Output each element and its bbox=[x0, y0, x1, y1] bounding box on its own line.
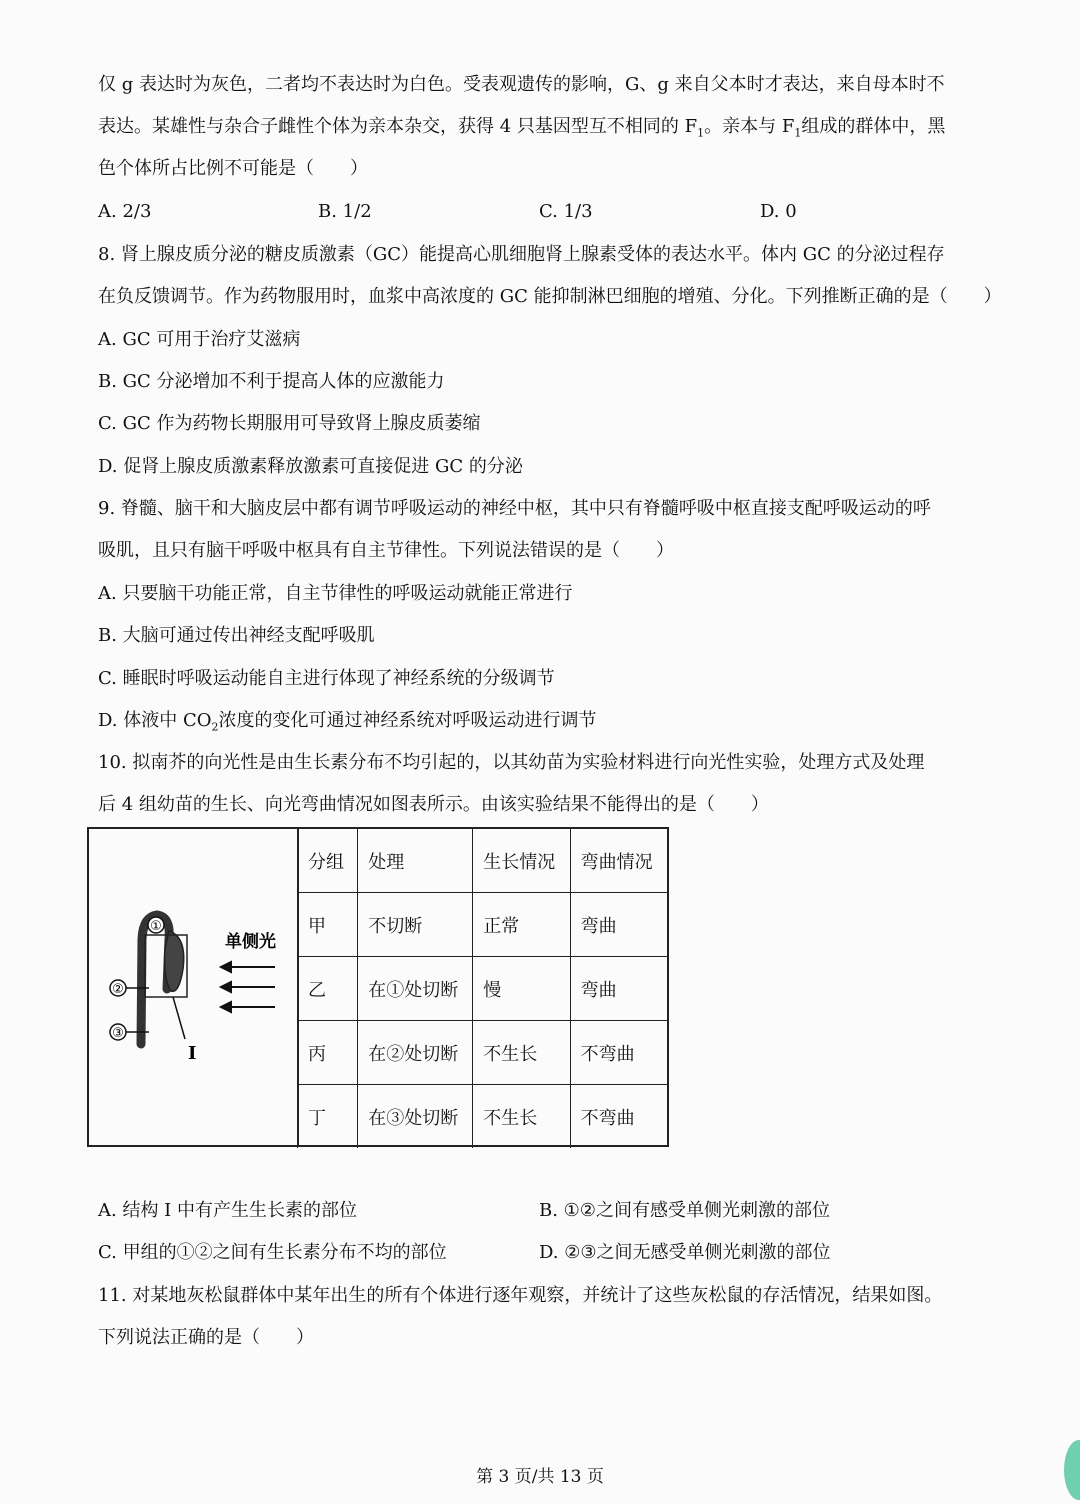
marker-3: ③ bbox=[112, 1026, 124, 1041]
q7-sub-1: 1 bbox=[697, 126, 705, 140]
q9-option-d-a: D. 体液中 CO bbox=[98, 710, 212, 731]
q10-option-a: A. 结构 I 中有产生生长素的部位 bbox=[98, 1200, 357, 1221]
q7-line-2a: 表达。某雄性与杂合子雌性个体为亲本杂交，获得 4 只基因型互不相同的 F bbox=[98, 116, 698, 137]
q9-option-b: B. 大脑可通过传出神经支配呼吸肌 bbox=[98, 625, 375, 646]
q9-option-c: C. 睡眠时呼吸运动能自主进行体现了神经系统的分级调节 bbox=[98, 668, 555, 689]
q9-option-d bbox=[98, 709, 596, 733]
q8-line-1: 8. 肾上腺皮质分泌的糖皮质激素（GC）能提高心肌细胞肾上腺素受体的表达水平。体内 GC 的分泌过程存 bbox=[98, 244, 945, 265]
q7-line-2b: 。亲本与 F bbox=[704, 116, 795, 137]
q10-option-c: C. 甲组的①②之间有生长素分布不均的部位 bbox=[98, 1242, 447, 1263]
q7-line-3: 色个体所占比例不可能是（ ） bbox=[98, 158, 368, 179]
header-group: 分组 bbox=[298, 829, 358, 893]
cell-growth: 不生长 bbox=[473, 1021, 570, 1085]
cell-group: 丁 bbox=[298, 1085, 358, 1149]
q9-line-2: 吸肌，且只有脑干呼吸中枢具有自主节律性。下列说法错误的是（ ） bbox=[98, 540, 674, 561]
table-row bbox=[298, 957, 668, 1021]
q7-line-2 bbox=[98, 115, 945, 139]
cell-treatment: 在②处切断 bbox=[358, 1021, 473, 1085]
q10-line-2: 后 4 组幼苗的生长、向光弯曲情况如图表所示。由该实验结果不能得出的是（ ） bbox=[98, 794, 769, 815]
q9-option-d-sub: 2 bbox=[211, 720, 219, 734]
q9-line-1: 9. 脊髓、脑干和大脑皮层中都有调节呼吸运动的神经中枢，其中只有脊髓呼吸中枢直接支配呼吸运动的呼 bbox=[98, 498, 931, 519]
q7-sub-2: 1 bbox=[794, 126, 802, 140]
q10-line-1: 10. 拟南芥的向光性是由生长素分布不均引起的，以其幼苗为实验材料进行向光性实验，处理方式及处理 bbox=[98, 752, 925, 773]
marker-2: ② bbox=[112, 982, 124, 997]
light-arrows bbox=[221, 962, 275, 1012]
cell-growth: 正常 bbox=[473, 893, 570, 957]
header-treatment: 处理 bbox=[358, 829, 473, 893]
cell-group: 丙 bbox=[298, 1021, 358, 1085]
cell-bending: 不弯曲 bbox=[570, 1021, 667, 1085]
cell-treatment: 不切断 bbox=[358, 893, 473, 957]
q10-option-d: D. ②③之间无感受单侧光刺激的部位 bbox=[539, 1242, 831, 1263]
cell-bending: 不弯曲 bbox=[570, 1085, 667, 1149]
cell-bending: 弯曲 bbox=[570, 957, 667, 1021]
cell-group: 甲 bbox=[298, 893, 358, 957]
q9-option-d-b: 浓度的变化可通过神经系统对呼吸运动进行调节 bbox=[218, 710, 597, 731]
seedling-cotyledon bbox=[165, 931, 184, 991]
q7-option-b: B. 1/2 bbox=[318, 201, 372, 222]
q7-option-c: C. 1/3 bbox=[539, 201, 593, 222]
q8-option-b: B. GC 分泌增加不利于提高人体的应激能力 bbox=[98, 371, 445, 392]
structure-i-label: I bbox=[188, 1043, 197, 1064]
q7-line-1: 仅 g 表达时为灰色，二者均不表达时为白色。受表观遗传的影响，G、g 来自父本时才表达，来自母本时不 bbox=[98, 74, 945, 95]
q8-option-a: A. GC 可用于治疗艾滋病 bbox=[98, 329, 301, 350]
q10-figure-table-box bbox=[87, 827, 669, 1147]
structure-i-pointer bbox=[173, 997, 185, 1039]
q7-line-2c: 组成的群体中，黑 bbox=[801, 116, 946, 137]
seedling-figure bbox=[89, 829, 299, 1145]
table-row bbox=[298, 893, 668, 957]
page-number: 第 3 页/共 13 页 bbox=[476, 1467, 604, 1487]
q9-option-a: A. 只要脑干功能正常，自主节律性的呼吸运动就能正常进行 bbox=[98, 583, 573, 604]
cell-treatment: 在③处切断 bbox=[358, 1085, 473, 1149]
q7-option-a: A. 2/3 bbox=[98, 201, 152, 222]
header-bending: 弯曲情况 bbox=[570, 829, 667, 893]
table-row bbox=[298, 1085, 668, 1149]
table-row bbox=[298, 1021, 668, 1085]
cell-group: 乙 bbox=[298, 957, 358, 1021]
header-growth: 生长情况 bbox=[473, 829, 570, 893]
seedling-diagram bbox=[89, 829, 297, 1145]
cell-growth: 慢 bbox=[473, 957, 570, 1021]
cell-growth: 不生长 bbox=[473, 1085, 570, 1149]
corner-decoration bbox=[1064, 1440, 1080, 1500]
q8-line-2: 在负反馈调节。作为药物服用时，血浆中高浓度的 GC 能抑制淋巴细胞的增殖、分化。下列推断正确的是（ ） bbox=[98, 286, 1002, 307]
cell-treatment: 在①处切断 bbox=[358, 957, 473, 1021]
table-header-row bbox=[298, 829, 668, 893]
marker-1: ① bbox=[150, 919, 162, 934]
q11-line-2: 下列说法正确的是（ ） bbox=[98, 1327, 314, 1348]
q8-option-d: D. 促肾上腺皮质激素释放激素可直接促进 GC 的分泌 bbox=[98, 456, 523, 477]
q8-option-c: C. GC 作为药物长期服用可导致肾上腺皮质萎缩 bbox=[98, 413, 481, 434]
q7-option-d: D. 0 bbox=[760, 201, 797, 222]
q10-results-table bbox=[297, 829, 667, 1148]
cell-bending: 弯曲 bbox=[570, 893, 667, 957]
q10-option-b: B. ①②之间有感受单侧光刺激的部位 bbox=[539, 1200, 830, 1221]
light-label: 单侧光 bbox=[225, 932, 276, 952]
q11-line-1: 11. 对某地灰松鼠群体中某年出生的所有个体进行逐年观察，并统计了这些灰松鼠的存活情况，结果如图。 bbox=[98, 1285, 943, 1306]
